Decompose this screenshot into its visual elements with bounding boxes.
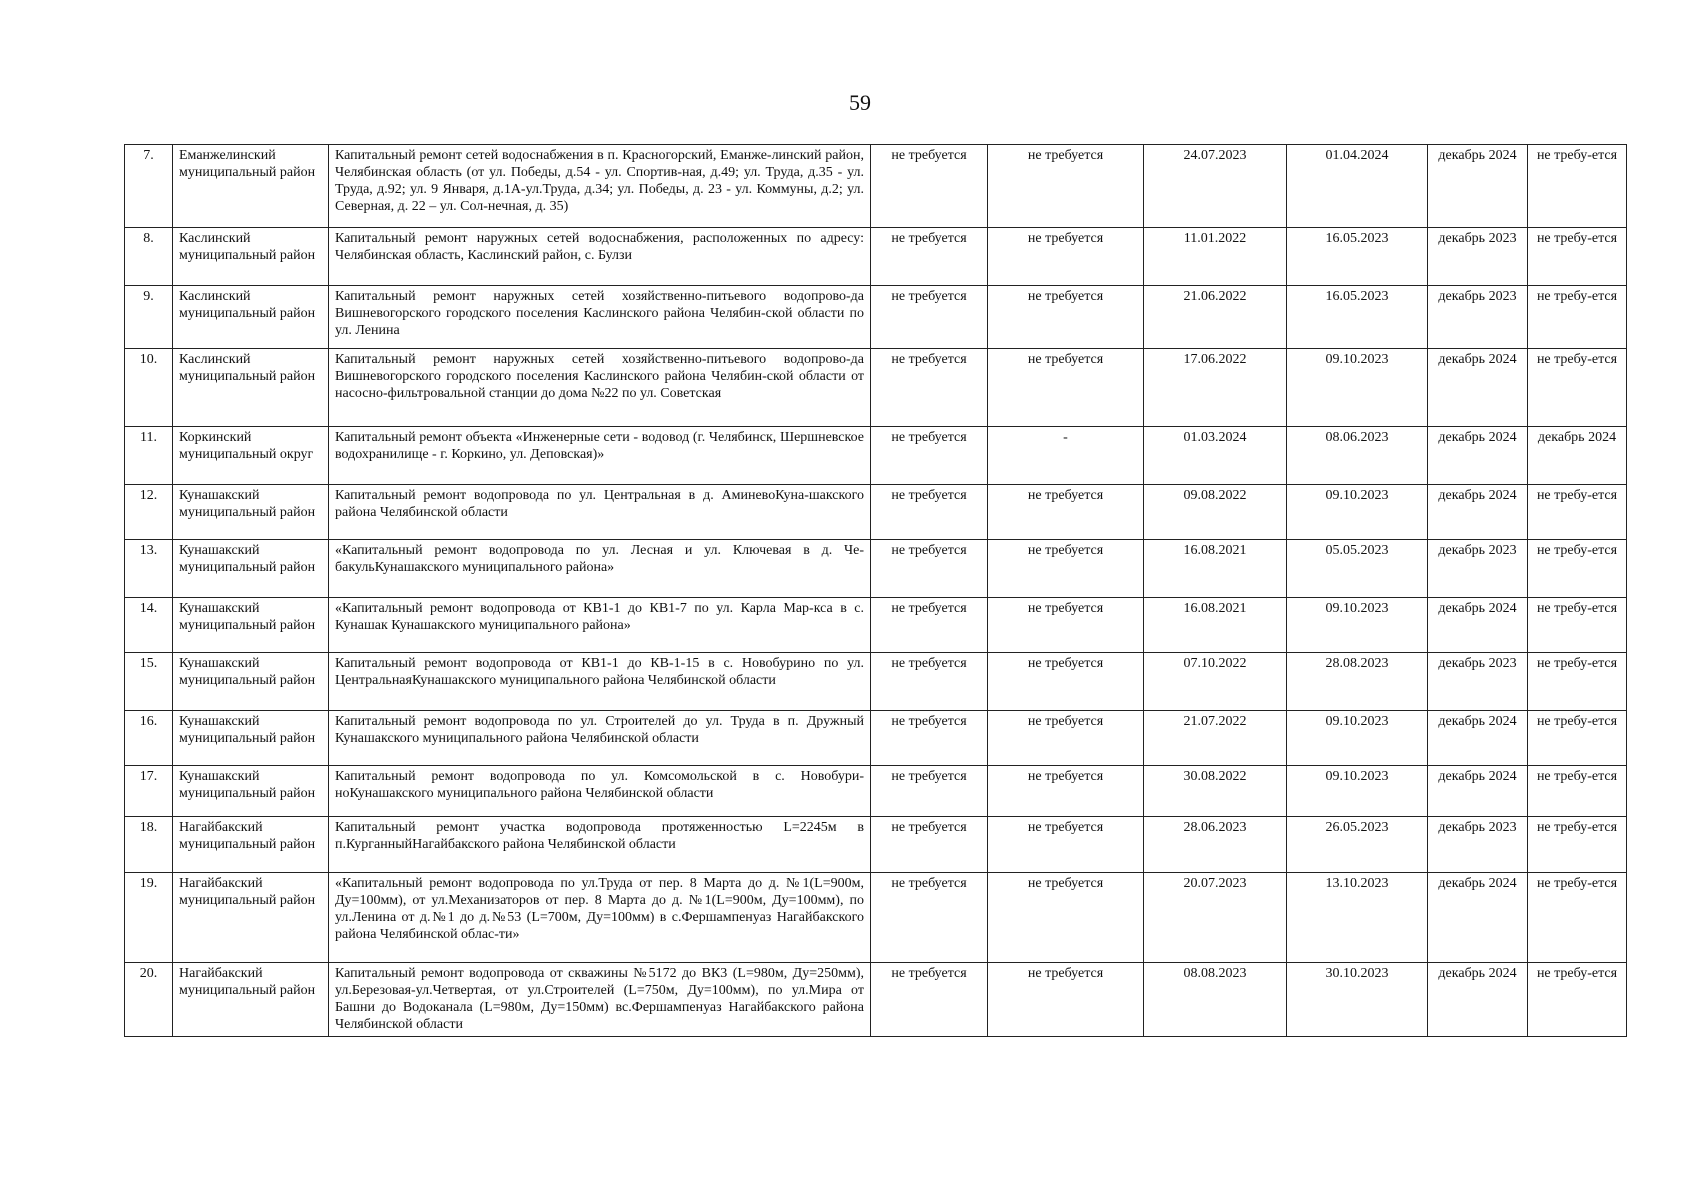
end-date-cell: 08.06.2023 xyxy=(1287,427,1428,485)
district-cell: Еманжелинский муниципальный район xyxy=(173,145,329,228)
district-cell: Коркинский муниципальный округ xyxy=(173,427,329,485)
expertise-cell: не требуется xyxy=(871,485,988,540)
note-cell: не требу-ется xyxy=(1528,485,1627,540)
row-number: 11. xyxy=(125,427,173,485)
end-date-cell: 05.05.2023 xyxy=(1287,540,1428,598)
approval-cell: не требуется xyxy=(988,598,1144,653)
start-date-cell: 21.06.2022 xyxy=(1144,286,1287,349)
end-date-cell: 28.08.2023 xyxy=(1287,653,1428,711)
expertise-cell: не требуется xyxy=(871,766,988,817)
table-row xyxy=(125,711,1627,766)
expertise-cell: не требуется xyxy=(871,711,988,766)
start-date-cell: 20.07.2023 xyxy=(1144,873,1287,963)
note-cell: не требу-ется xyxy=(1528,145,1627,228)
description-cell: Капитальный ремонт наружных сетей хозяйственно-питьевого водопрово-да Вишневогорского городского поселения Каслинского района Челябин-ской области от насосно-фильтровальной станции до дома №22 по ул. Советская xyxy=(329,349,871,427)
table-row xyxy=(125,145,1627,228)
registry-table xyxy=(124,144,1627,1037)
end-date-cell: 16.05.2023 xyxy=(1287,228,1428,286)
start-date-cell: 09.08.2022 xyxy=(1144,485,1287,540)
term-cell: декабрь 2024 xyxy=(1428,485,1528,540)
table-row xyxy=(125,873,1627,963)
table-row xyxy=(125,349,1627,427)
approval-cell: не требуется xyxy=(988,145,1144,228)
start-date-cell: 16.08.2021 xyxy=(1144,598,1287,653)
district-cell: Кунашакский муниципальный район xyxy=(173,711,329,766)
approval-cell: не требуется xyxy=(988,349,1144,427)
approval-cell: не требуется xyxy=(988,766,1144,817)
district-cell: Нагайбакский муниципальный район xyxy=(173,873,329,963)
note-cell: не требу-ется xyxy=(1528,286,1627,349)
district-cell: Кунашакский муниципальный район xyxy=(173,653,329,711)
description-cell: Капитальный ремонт водопровода от КВ1-1 до КВ-1-15 в с. Новобурино по ул. ЦентральнаяКунашакского муниципального района Челябинской области xyxy=(329,653,871,711)
start-date-cell: 21.07.2022 xyxy=(1144,711,1287,766)
expertise-cell: не требуется xyxy=(871,653,988,711)
approval-cell: не требуется xyxy=(988,963,1144,1037)
note-cell: декабрь 2024 xyxy=(1528,427,1627,485)
start-date-cell: 08.08.2023 xyxy=(1144,963,1287,1037)
row-number: 7. xyxy=(125,145,173,228)
approval-cell: не требуется xyxy=(988,873,1144,963)
district-cell: Кунашакский муниципальный район xyxy=(173,485,329,540)
table-row xyxy=(125,228,1627,286)
row-number: 13. xyxy=(125,540,173,598)
description-cell: «Капитальный ремонт водопровода по ул. Лесная и ул. Ключевая в д. Че-бакульКунашакского муниципального района» xyxy=(329,540,871,598)
start-date-cell: 28.06.2023 xyxy=(1144,817,1287,873)
district-cell: Кунашакский муниципальный район xyxy=(173,766,329,817)
term-cell: декабрь 2024 xyxy=(1428,598,1528,653)
description-cell: Капитальный ремонт водопровода от скважины №5172 до ВК3 (L=980м, Ду=250мм), ул.Березовая-ул.Четвертая, от ул.Строителей (L=750м, Ду=100мм), по ул.Мира от Башни до Водоканала (L=980м, Ду=150мм) вс.Фершампенуаз Нагайбакского района Челябинской области xyxy=(329,963,871,1037)
table-row xyxy=(125,766,1627,817)
approval-cell: не требуется xyxy=(988,286,1144,349)
expertise-cell: не требуется xyxy=(871,228,988,286)
district-cell: Каслинский муниципальный район xyxy=(173,349,329,427)
row-number: 18. xyxy=(125,817,173,873)
term-cell: декабрь 2024 xyxy=(1428,873,1528,963)
table-row xyxy=(125,286,1627,349)
note-cell: не требу-ется xyxy=(1528,228,1627,286)
note-cell: не требу-ется xyxy=(1528,598,1627,653)
end-date-cell: 30.10.2023 xyxy=(1287,963,1428,1037)
description-cell: Капитальный ремонт водопровода по ул. Строителей до ул. Труда в п. Дружный Кунашакского муниципального района Челябинской области xyxy=(329,711,871,766)
description-cell: «Капитальный ремонт водопровода от КВ1-1 до КВ1-7 по ул. Карла Мар-кса в с. Кунашак Кунашакского муниципального района» xyxy=(329,598,871,653)
note-cell: не требу-ется xyxy=(1528,766,1627,817)
row-number: 9. xyxy=(125,286,173,349)
row-number: 10. xyxy=(125,349,173,427)
end-date-cell: 09.10.2023 xyxy=(1287,598,1428,653)
approval-cell: не требуется xyxy=(988,485,1144,540)
start-date-cell: 11.01.2022 xyxy=(1144,228,1287,286)
term-cell: декабрь 2023 xyxy=(1428,286,1528,349)
start-date-cell: 07.10.2022 xyxy=(1144,653,1287,711)
description-cell: Капитальный ремонт наружных сетей водоснабжения, расположенных по адресу: Челябинская область, Каслинский район, с. Булзи xyxy=(329,228,871,286)
note-cell: не требу-ется xyxy=(1528,963,1627,1037)
row-number: 8. xyxy=(125,228,173,286)
table-row xyxy=(125,963,1627,1037)
approval-cell: не требуется xyxy=(988,711,1144,766)
table-row xyxy=(125,485,1627,540)
approval-cell: не требуется xyxy=(988,540,1144,598)
approval-cell: не требуется xyxy=(988,653,1144,711)
start-date-cell: 01.03.2024 xyxy=(1144,427,1287,485)
row-number: 17. xyxy=(125,766,173,817)
end-date-cell: 26.05.2023 xyxy=(1287,817,1428,873)
start-date-cell: 17.06.2022 xyxy=(1144,349,1287,427)
table-row xyxy=(125,540,1627,598)
row-number: 15. xyxy=(125,653,173,711)
start-date-cell: 24.07.2023 xyxy=(1144,145,1287,228)
description-cell: Капитальный ремонт сетей водоснабжения в п. Красногорский, Еманже-линский район, Челябинская область (от ул. Победы, д.54 - ул. Спортив-ная, д.49; ул. Труда, д.35 - ул. Труда, д.92; ул. 9 Января, д.1А-ул.Труда, д.34; ул. Победы, д. 23 - ул. Коммуны, д.2; ул. Северная, д. 22 – ул. Сол-нечная, д. 35) xyxy=(329,145,871,228)
term-cell: декабрь 2024 xyxy=(1428,963,1528,1037)
table-row xyxy=(125,427,1627,485)
expertise-cell: не требуется xyxy=(871,598,988,653)
note-cell: не требу-ется xyxy=(1528,817,1627,873)
table-row xyxy=(125,653,1627,711)
table-row xyxy=(125,598,1627,653)
term-cell: декабрь 2023 xyxy=(1428,540,1528,598)
term-cell: декабрь 2023 xyxy=(1428,817,1528,873)
row-number: 12. xyxy=(125,485,173,540)
end-date-cell: 09.10.2023 xyxy=(1287,485,1428,540)
description-cell: Капитальный ремонт водопровода по ул. Комсомольской в с. Новобури-ноКунашакского муниципального района Челябинской области xyxy=(329,766,871,817)
expertise-cell: не требуется xyxy=(871,540,988,598)
table-body xyxy=(125,145,1627,1037)
end-date-cell: 01.04.2024 xyxy=(1287,145,1428,228)
description-cell: Капитальный ремонт водопровода по ул. Центральная в д. АминевоКуна-шакского района Челябинской области xyxy=(329,485,871,540)
district-cell: Нагайбакский муниципальный район xyxy=(173,963,329,1037)
note-cell: не требу-ется xyxy=(1528,873,1627,963)
district-cell: Кунашакский муниципальный район xyxy=(173,540,329,598)
expertise-cell: не требуется xyxy=(871,286,988,349)
approval-cell: не требуется xyxy=(988,817,1144,873)
end-date-cell: 09.10.2023 xyxy=(1287,766,1428,817)
term-cell: декабрь 2023 xyxy=(1428,653,1528,711)
description-cell: Капитальный ремонт наружных сетей хозяйственно-питьевого водопрово-да Вишневогорского городского поселения Каслинского района Челябин-ской области по ул. Ленина xyxy=(329,286,871,349)
note-cell: не требу-ется xyxy=(1528,653,1627,711)
row-number: 16. xyxy=(125,711,173,766)
expertise-cell: не требуется xyxy=(871,145,988,228)
term-cell: декабрь 2024 xyxy=(1428,427,1528,485)
district-cell: Кунашакский муниципальный район xyxy=(173,598,329,653)
district-cell: Каслинский муниципальный район xyxy=(173,228,329,286)
term-cell: декабрь 2024 xyxy=(1428,766,1528,817)
end-date-cell: 16.05.2023 xyxy=(1287,286,1428,349)
expertise-cell: не требуется xyxy=(871,963,988,1037)
term-cell: декабрь 2023 xyxy=(1428,228,1528,286)
approval-cell: - xyxy=(988,427,1144,485)
term-cell: декабрь 2024 xyxy=(1428,711,1528,766)
description-cell: Капитальный ремонт участка водопровода протяженностью L=2245м в п.КурганныйНагайбакского района Челябинской области xyxy=(329,817,871,873)
end-date-cell: 09.10.2023 xyxy=(1287,711,1428,766)
district-cell: Каслинский муниципальный район xyxy=(173,286,329,349)
table-row xyxy=(125,817,1627,873)
description-cell: Капитальный ремонт объекта «Инженерные сети - водовод (г. Челябинск, Шершневское водохранилище - г. Коркино, ул. Деповская)» xyxy=(329,427,871,485)
expertise-cell: не требуется xyxy=(871,349,988,427)
row-number: 19. xyxy=(125,873,173,963)
row-number: 20. xyxy=(125,963,173,1037)
note-cell: не требу-ется xyxy=(1528,540,1627,598)
district-cell: Нагайбакский муниципальный район xyxy=(173,817,329,873)
expertise-cell: не требуется xyxy=(871,817,988,873)
start-date-cell: 30.08.2022 xyxy=(1144,766,1287,817)
term-cell: декабрь 2024 xyxy=(1428,145,1528,228)
page-number: 59 xyxy=(849,90,871,115)
note-cell: не требу-ется xyxy=(1528,349,1627,427)
term-cell: декабрь 2024 xyxy=(1428,349,1528,427)
expertise-cell: не требуется xyxy=(871,873,988,963)
start-date-cell: 16.08.2021 xyxy=(1144,540,1287,598)
end-date-cell: 13.10.2023 xyxy=(1287,873,1428,963)
note-cell: не требу-ется xyxy=(1528,711,1627,766)
row-number: 14. xyxy=(125,598,173,653)
end-date-cell: 09.10.2023 xyxy=(1287,349,1428,427)
expertise-cell: не требуется xyxy=(871,427,988,485)
approval-cell: не требуется xyxy=(988,228,1144,286)
description-cell: «Капитальный ремонт водопровода по ул.Труда от пер. 8 Марта до д. №1(L=900м, Ду=100мм), от ул.Механизаторов от пер. 8 Марта до д. №1(L=900м, Ду=100мм), по ул.Ленина от д.№1 до д.№53 (L=700м, Ду=100мм) в с.Фершампенуаз Нагайбакского района Челябинской облас-ти» xyxy=(329,873,871,963)
